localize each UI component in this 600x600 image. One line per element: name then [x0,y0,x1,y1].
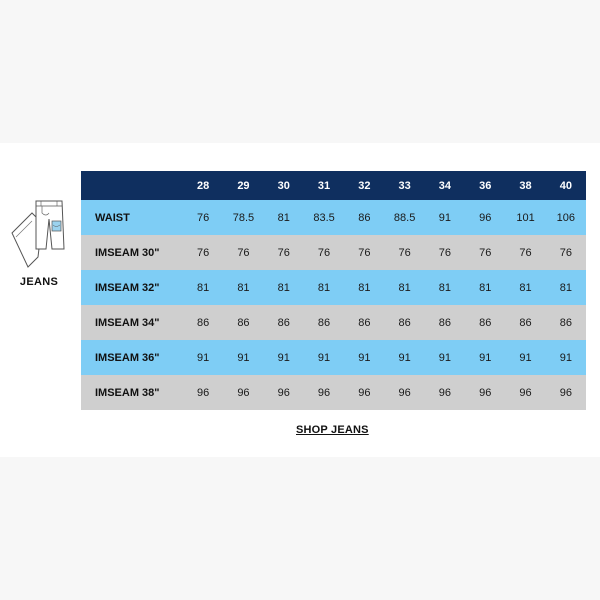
size-header-cell: 32 [358,179,371,192]
table-cell: 91 [479,351,492,364]
table-cell: 86 [317,316,331,329]
row-label: IMSEAM 30" [95,246,160,259]
table-cell: 76 [398,246,411,259]
table-cell: 76 [358,246,371,259]
size-header-cell: 36 [479,179,492,192]
table-cell: 96 [519,386,532,399]
table-cell: 76 [237,246,250,259]
table-cell: 101 [516,211,535,224]
table-cell: 76 [559,246,572,259]
table-cell: 76 [197,246,210,259]
table-cell: 81 [438,281,452,294]
table-cell: 76 [479,246,492,259]
table-cell: 91 [317,351,331,364]
table-cell: 81 [237,281,250,294]
header-corner-cell [81,171,183,200]
shop-jeans-link[interactable]: SHOP JEANS [296,424,369,436]
inseam-36-row [81,340,586,375]
size-chart-table [81,171,586,410]
table-cell: 86 [277,316,290,329]
table-cell: 78.5 [232,211,255,224]
table-cell: 91 [398,351,411,364]
table-cell: 81 [559,281,572,294]
table-cell: 81 [398,281,411,294]
product-label: JEANS [19,276,59,288]
table-cell: 81 [479,281,492,294]
table-cell: 86 [358,316,371,329]
table-cell: 76 [438,246,452,259]
inseam-34-row [81,305,586,340]
table-cell: 96 [277,386,290,399]
inseam-30-row [81,235,586,270]
table-cell: 86 [197,316,210,329]
inseam-32-row [81,270,586,305]
size-header-cell: 30 [277,179,290,192]
table-cell: 76 [277,246,290,259]
table-cell: 86 [237,316,250,329]
size-header-cell: 38 [519,179,532,192]
table-cell: 96 [398,386,411,399]
table-cell: 76 [317,246,331,259]
size-header-cell: 31 [317,179,331,192]
table-cell: 96 [479,386,492,399]
table-cell: 76 [197,211,210,224]
table-cell: 96 [197,386,210,399]
table-cell: 81 [519,281,532,294]
table-cell: 81 [277,281,290,294]
table-cell: 96 [438,386,452,399]
table-cell: 86 [358,211,371,224]
table-cell: 106 [556,211,576,224]
row-label: IMSEAM 34" [95,316,160,329]
table-cell: 81 [197,281,210,294]
table-cell: 96 [358,386,371,399]
table-cell: 96 [237,386,250,399]
table-cell: 86 [438,316,452,329]
jeans-icon [8,195,70,275]
table-cell: 96 [479,211,492,224]
row-label: WAIST [95,211,130,224]
table-cell: 86 [398,316,411,329]
waist-row [81,200,586,235]
row-label: IMSEAM 32" [95,281,160,294]
table-cell: 91 [197,351,210,364]
table-cell: 76 [519,246,532,259]
size-header-cell: 33 [398,179,411,192]
table-cell: 91 [358,351,371,364]
row-label: IMSEAM 38" [95,386,160,399]
size-header-cell: 34 [438,179,452,192]
table-cell: 96 [559,386,572,399]
row-label: IMSEAM 36" [95,351,160,364]
inseam-38-row [81,375,586,410]
table-cell: 91 [277,351,290,364]
table-cell: 86 [479,316,492,329]
size-header-row [81,171,586,200]
size-header-cell: 40 [559,179,572,192]
table-cell: 83.5 [313,211,335,224]
table-cell: 91 [559,351,572,364]
table-cell: 81 [317,281,331,294]
table-cell: 91 [519,351,532,364]
table-cell: 81 [277,211,290,224]
table-cell: 81 [358,281,371,294]
table-cell: 86 [559,316,572,329]
table-cell: 91 [237,351,250,364]
table-cell: 91 [438,351,452,364]
table-cell: 88.5 [393,211,416,224]
table-cell: 86 [519,316,532,329]
size-header-cell: 28 [197,179,210,192]
table-cell: 96 [317,386,331,399]
size-header-cell: 29 [237,179,250,192]
table-cell: 91 [438,211,452,224]
